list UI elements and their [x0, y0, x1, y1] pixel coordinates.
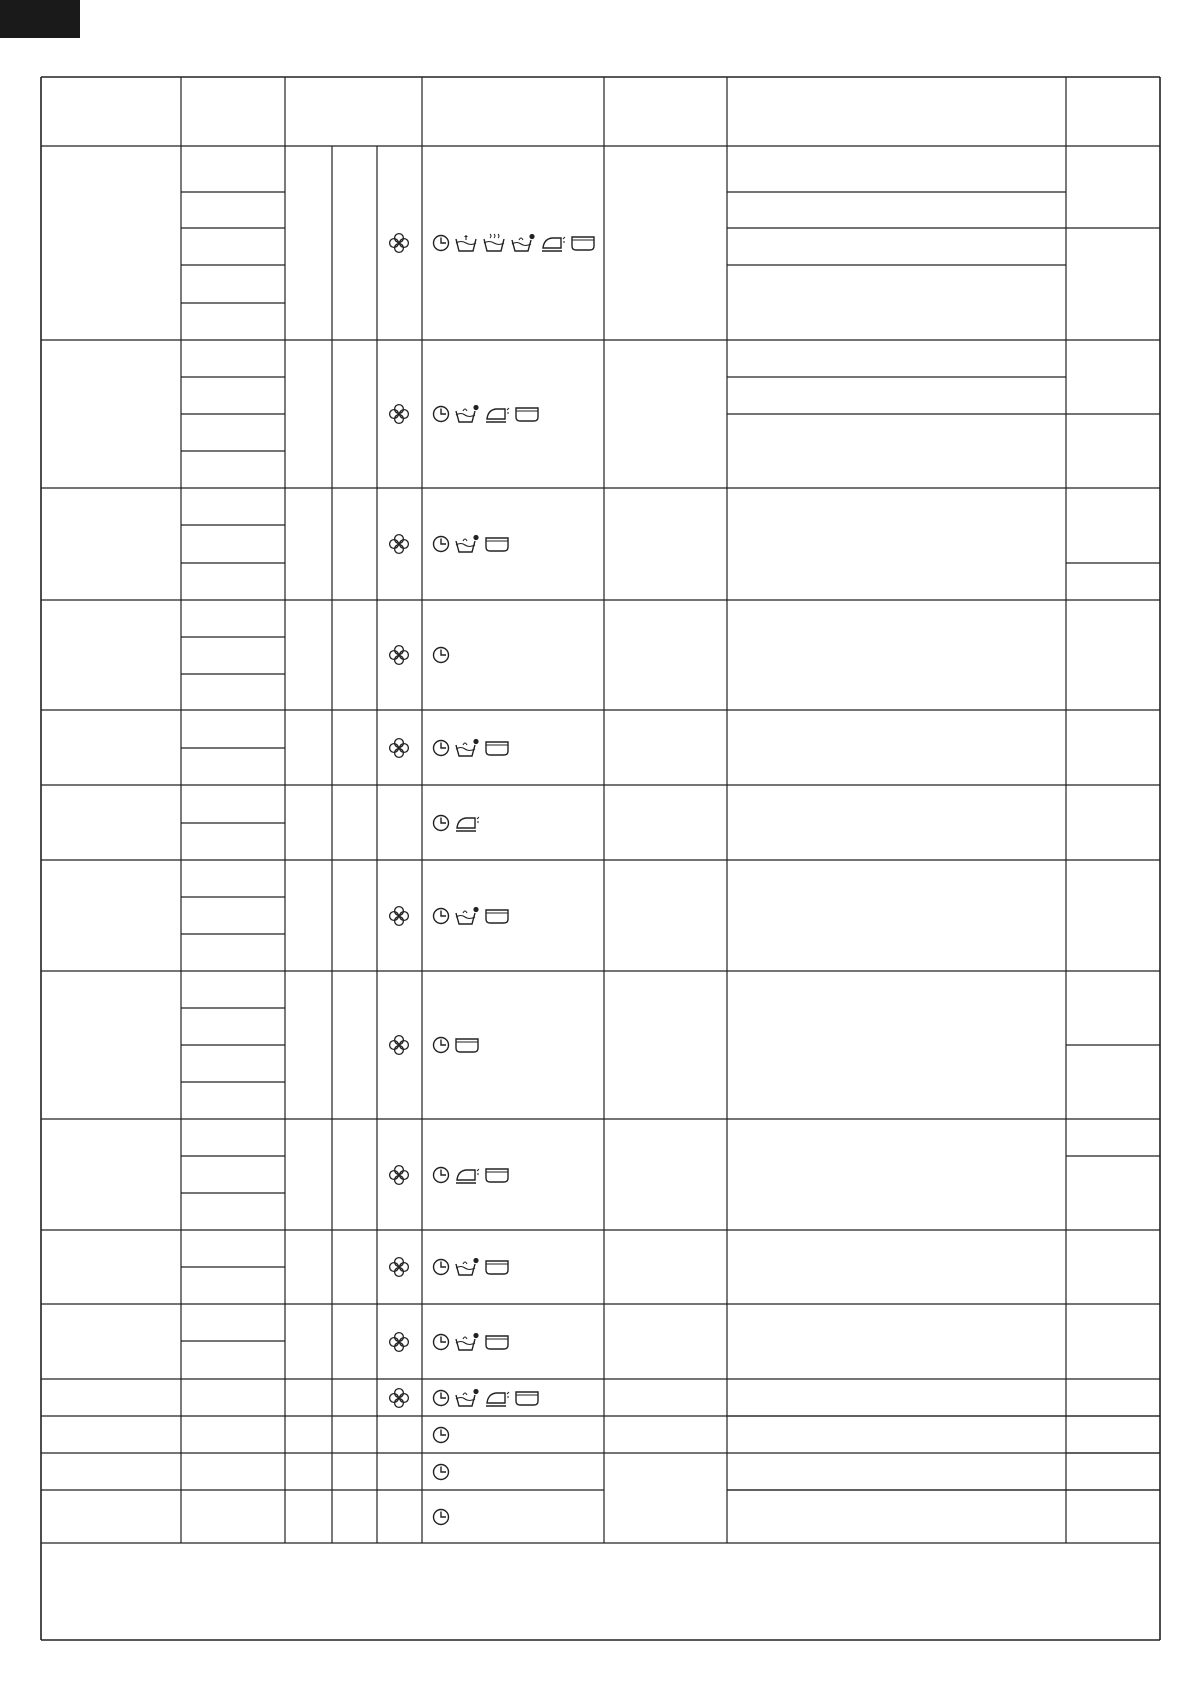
timer-icon	[432, 1166, 450, 1184]
rinse-icon	[454, 1332, 480, 1352]
rinse-icon	[454, 738, 480, 758]
timer-icon	[432, 739, 450, 757]
iron-icon	[540, 233, 566, 253]
fan-icon	[388, 403, 410, 425]
tub-icon	[514, 405, 540, 423]
tub-icon	[514, 1389, 540, 1407]
tub-icon	[570, 234, 596, 252]
row-5-care-symbols	[432, 733, 510, 763]
tub-icon	[484, 907, 510, 925]
timer-icon	[432, 1389, 450, 1407]
fan-icon	[388, 644, 410, 666]
timer-icon	[432, 1426, 450, 1444]
fan-icon	[388, 1164, 410, 1186]
row-6-care-symbols	[432, 808, 480, 838]
rinse-icon	[454, 906, 480, 926]
fan-icon	[388, 905, 410, 927]
timer-icon	[432, 1258, 450, 1276]
row-1-care-symbols	[432, 228, 596, 258]
row-9-care-symbols	[432, 1160, 510, 1190]
row-3-care-symbols	[432, 529, 510, 559]
tub-icon	[454, 1036, 480, 1054]
timer-icon	[432, 535, 450, 553]
fan-icon	[388, 1034, 410, 1056]
timer-icon	[432, 646, 450, 664]
fan-icon	[388, 1256, 410, 1278]
row-7-care-symbols	[432, 901, 510, 931]
tub-icon	[484, 1333, 510, 1351]
tub-icon	[484, 535, 510, 553]
tub-icon	[484, 739, 510, 757]
iron-icon	[454, 813, 480, 833]
rinse-icon	[454, 404, 480, 424]
timer-icon	[432, 1463, 450, 1481]
fan-icon	[388, 232, 410, 254]
fan-icon	[388, 737, 410, 759]
timer-icon	[432, 1333, 450, 1351]
iron-icon	[484, 1388, 510, 1408]
timer-icon	[432, 234, 450, 252]
row-8-care-symbols	[432, 1030, 480, 1060]
timer-icon	[432, 405, 450, 423]
rinse-icon	[454, 1388, 480, 1408]
row-15-care-symbols	[432, 1502, 450, 1532]
row-2-care-symbols	[432, 399, 540, 429]
row-4-care-symbols	[432, 640, 450, 670]
fan-icon	[388, 1331, 410, 1353]
fan-icon	[388, 1387, 410, 1409]
iron-icon	[484, 404, 510, 424]
timer-icon	[432, 907, 450, 925]
tub-icon	[484, 1166, 510, 1184]
fan-icon	[388, 533, 410, 555]
row-13-care-symbols	[432, 1420, 450, 1450]
row-11-care-symbols	[432, 1327, 510, 1357]
iron-icon	[454, 1165, 480, 1185]
timer-icon	[432, 814, 450, 832]
rinse-icon	[510, 233, 536, 253]
timer-icon	[432, 1036, 450, 1054]
rinse-icon	[454, 534, 480, 554]
tub-icon	[484, 1258, 510, 1276]
rinse-icon	[454, 1257, 480, 1277]
timer-icon	[432, 1508, 450, 1526]
steam-wash-icon	[482, 233, 506, 253]
row-10-care-symbols	[432, 1252, 510, 1282]
row-12-care-symbols	[432, 1383, 540, 1413]
row-14-care-symbols	[432, 1457, 450, 1487]
hand-wash-icon	[454, 233, 478, 253]
